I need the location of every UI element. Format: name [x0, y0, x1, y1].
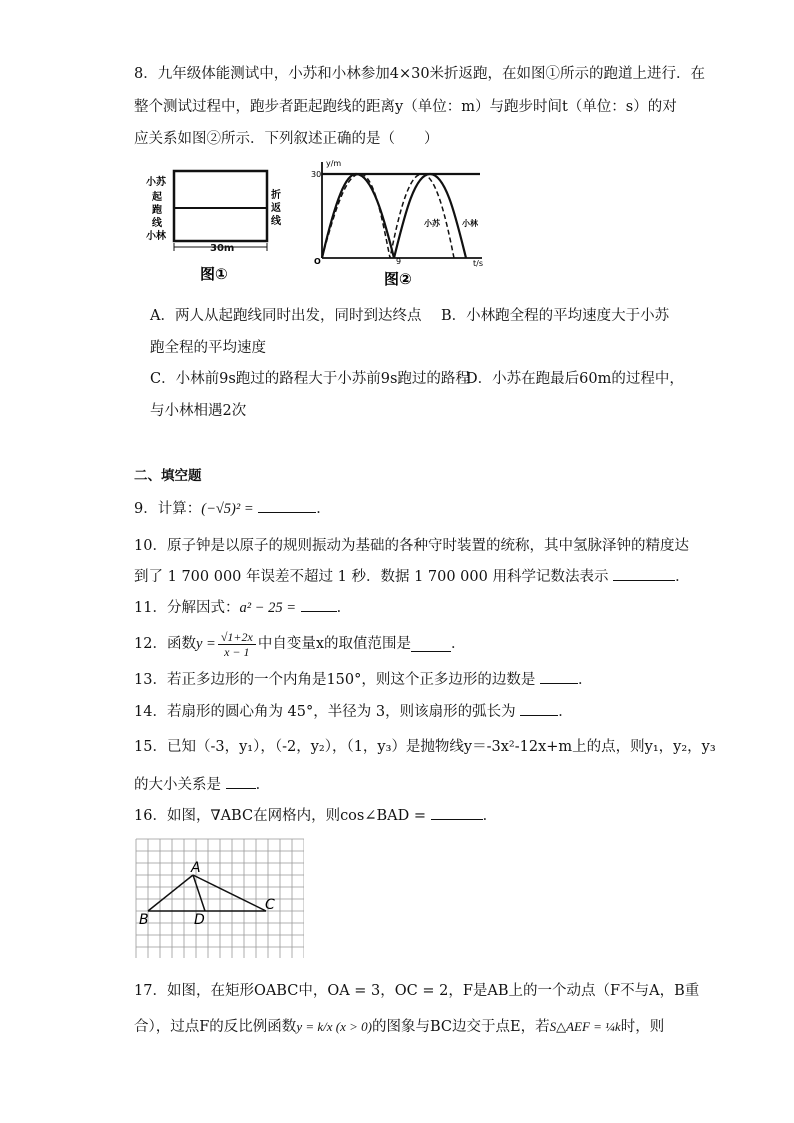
- q12-denominator: x − 1: [224, 644, 250, 659]
- q10-line2-text: 到了 1 700 000 年误差不超过 1 秒．数据 1 700 000 用科学记数法表示: [134, 569, 609, 585]
- q9-expr: (−√5)² =: [201, 501, 254, 517]
- q11: 11．分解因式：a² − 25 = ．: [134, 597, 351, 618]
- section-title: 二、填空题: [134, 468, 202, 484]
- q14: 14．若扇形的圆心角为 45°，半径为 3，则该扇形的弧长为 ．: [134, 701, 573, 722]
- fig2-curve-su: [322, 174, 454, 258]
- q15-line1: 15．已知（-3，y₁），（-2，y₂），（1，y₃）是抛物线y＝-3x²-12x+m上的点，则y₁，y₂，y₃: [134, 739, 716, 755]
- q16-point-c: C: [265, 897, 275, 913]
- q16-point-b: B: [139, 912, 149, 928]
- q8-line2: 整个测试过程中，跑步者距起跑线的距离y（单位：m）与跑步时间t（单位：s）的对: [134, 99, 677, 115]
- q8-option-b: B．小林跑全程的平均速度大于小苏: [441, 308, 670, 324]
- fig1-label-xian: 线: [152, 218, 162, 229]
- q15-line2: 的大小关系是 ．: [134, 774, 270, 795]
- q12-answer-blank[interactable]: [411, 637, 451, 652]
- q13: 13．若正多边形的一个内角是150°，则这个正多边形的边数是 ．: [134, 669, 592, 690]
- q16-point-a: A: [191, 860, 201, 876]
- fig2-y-axis-label: y/m: [326, 159, 342, 168]
- q13-answer-blank[interactable]: [540, 669, 578, 684]
- q8-line3: 应关系如图②所示．下列叙述正确的是（ ）: [134, 131, 439, 147]
- fig1-label-lin: 小林: [146, 231, 166, 242]
- fig1-caption: 图①: [200, 265, 228, 283]
- q17-line2c: 时，则: [620, 1019, 665, 1035]
- q8-option-d: D．小苏在跑最后60m的过程中，: [466, 371, 684, 387]
- q17-line2: [134, 1012, 664, 1042]
- q9: 9．计算：(−√5)² = ．: [134, 498, 331, 519]
- q12-numerator: √1+2x: [218, 630, 256, 645]
- q12: 12．函数 y = $\frac{√1+2x}{x - 1}$ 中自变量x的取值范围是 ．: [134, 629, 466, 659]
- q16-grid: [136, 839, 304, 958]
- q10-line1: 10．原子钟是以原子的规则振动为基础的各种守时装置的统称，其中氢脉泽钟的精度达: [134, 538, 689, 554]
- q16-grid-figure: [134, 836, 304, 958]
- q15-line2-text: 的大小关系是: [134, 777, 221, 793]
- q17-function: y = k/x (x > 0): [296, 1019, 372, 1034]
- q8-option-b-cont: 跑全程的平均速度: [150, 340, 266, 356]
- q8-line1: 8．九年级体能测试中，小苏和小林参加4×30米折返跑，在如图①所示的跑道上进行．在: [134, 66, 706, 82]
- figure-2-graph: [308, 158, 488, 288]
- fig1-right-2: 返: [271, 203, 281, 214]
- q16-answer-blank[interactable]: [431, 805, 483, 820]
- q12-suffix: 中自变量x的取值范围是: [257, 636, 412, 652]
- fig2-label-su: 小苏: [424, 219, 440, 228]
- q12-fraction: [218, 630, 256, 659]
- q8-option-d-cont: 与小林相遇2次: [150, 403, 247, 419]
- q11-prefix: 11．分解因式：: [134, 600, 240, 616]
- q15-answer-blank[interactable]: [226, 774, 256, 789]
- q12-prefix: 12．函数: [134, 636, 196, 652]
- fig2-x-tick: 9: [396, 257, 402, 266]
- fig2-caption: 图②: [384, 270, 412, 288]
- q17-condition: S△AEF = ¼k: [549, 1019, 621, 1034]
- q16-point-d: D: [194, 912, 205, 928]
- q8-option-a: A．两人从起跑线同时出发，同时到达终点: [150, 308, 422, 324]
- q14-answer-blank[interactable]: [520, 701, 558, 716]
- q16: 16．如图，∇ABC在网格内，则cos∠BAD = ．: [134, 805, 497, 826]
- q8-option-c: C．小林前9s跑过的路程大于小苏前9s跑过的路程: [150, 371, 470, 387]
- fig2-label-lin: 小林: [462, 219, 478, 228]
- q16-text: 16．如图，∇ABC在网格内，则cos∠BAD =: [134, 808, 427, 824]
- fig2-y-tick: 30: [311, 170, 322, 179]
- fig1-right-3: 线: [271, 216, 281, 227]
- q14-text: 14．若扇形的圆心角为 45°，半径为 3，则该扇形的弧长为: [134, 704, 516, 720]
- fig1-right-1: 折: [271, 190, 281, 201]
- fig1-label-pao: 跑: [152, 205, 162, 216]
- q17-line2a: 合），过点F的反比例函数: [134, 1019, 297, 1035]
- fig1-distance: 30m: [210, 243, 235, 254]
- q9-answer-blank[interactable]: [258, 498, 316, 513]
- q12-y: y =: [195, 636, 216, 652]
- q10-line2: 到了 1 700 000 年误差不超过 1 秒．数据 1 700 000 用科学记数法表示 ．: [134, 566, 690, 587]
- fig1-label-su: 小苏: [146, 177, 166, 188]
- figure-1-track: [144, 165, 289, 285]
- q17-line2b: 的图象与BC边交于点E，若: [371, 1019, 550, 1035]
- q11-answer-blank[interactable]: [301, 597, 337, 612]
- q11-expr: a² − 25 =: [239, 600, 296, 616]
- q10-answer-blank[interactable]: [613, 566, 675, 581]
- q17-line1: 17．如图，在矩形OABC中，OA = 3，OC = 2，F是AB上的一个动点（F不与A，B重: [134, 983, 700, 999]
- fig1-label-qi: 起: [152, 192, 162, 203]
- q9-prefix: 9．计算：: [134, 501, 202, 517]
- q13-text: 13．若正多边形的一个内角是150°，则这个正多边形的边数是: [134, 672, 536, 688]
- fig2-x-axis-label: t/s: [473, 259, 483, 268]
- fig2-origin: O: [314, 257, 321, 266]
